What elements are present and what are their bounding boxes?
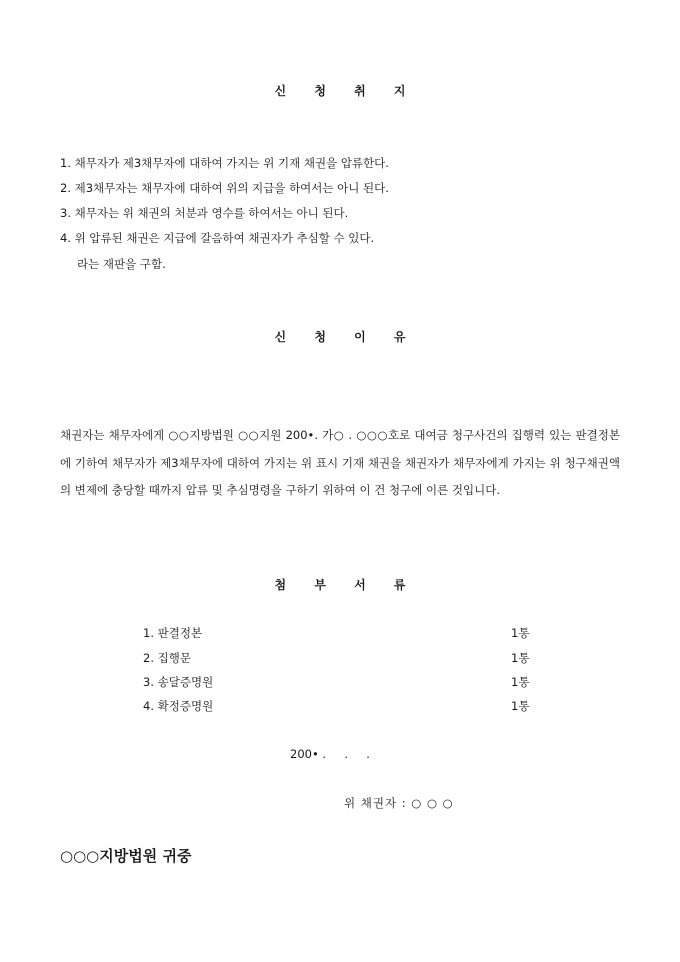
purpose-item-3: 3. 채무자는 위 채권의 처분과 영수를 하여서는 아니 된다.	[60, 206, 349, 220]
reason-paragraph: 채권자는 채무자에게 ○○지방법원 ○○지원 200•. 가○ . ○○○호로 대여금 청구사건의 집행력 있는 판결정본에 기하여 채무자가 제3채무자에 대하여 가지는 위 표시 기재 채권을 채권자가 채무자에게 가지는 위 청구채권액의 변제에 충당할 때까지 압류 및 추심명령을 구하기 위하여 이 건 청구에 이른 것입니다.	[60, 428, 620, 497]
applicant-signature-line: 위 채권자 : ○ ○ ○	[344, 796, 454, 810]
reason-heading: 신 청 이 유	[274, 330, 418, 344]
purpose-closing: 라는 재판을 구함.	[77, 257, 166, 271]
filing-date: 200• . . .	[290, 747, 370, 761]
purpose-item-4: 4. 위 압류된 채권은 지급에 갈음하여 채권자가 추심할 수 있다.	[60, 231, 375, 245]
attachment-count: 1통	[511, 675, 530, 689]
attachment-count: 1통	[511, 626, 530, 640]
attachment-count: 1통	[511, 699, 530, 713]
purpose-heading: 신 청 취 지	[274, 84, 418, 98]
attachment-name: 1. 판결정본	[143, 626, 203, 640]
purpose-item-1: 1. 채무자가 제3채무자에 대하여 가지는 위 기재 채권을 압류한다.	[60, 156, 389, 170]
attachment-name: 3. 송달증명원	[143, 675, 214, 689]
purpose-item-2: 2. 제3채무자는 채무자에 대하여 위의 지급을 하여서는 아니 된다.	[60, 181, 389, 195]
attachment-count: 1통	[511, 651, 530, 665]
attachments-heading: 첨 부 서 류	[274, 578, 418, 592]
attachment-name: 2. 집행문	[143, 651, 191, 665]
attachment-name: 4. 확정증명원	[143, 699, 214, 713]
court-addressee: ○○○지방법원 귀중	[60, 847, 192, 865]
